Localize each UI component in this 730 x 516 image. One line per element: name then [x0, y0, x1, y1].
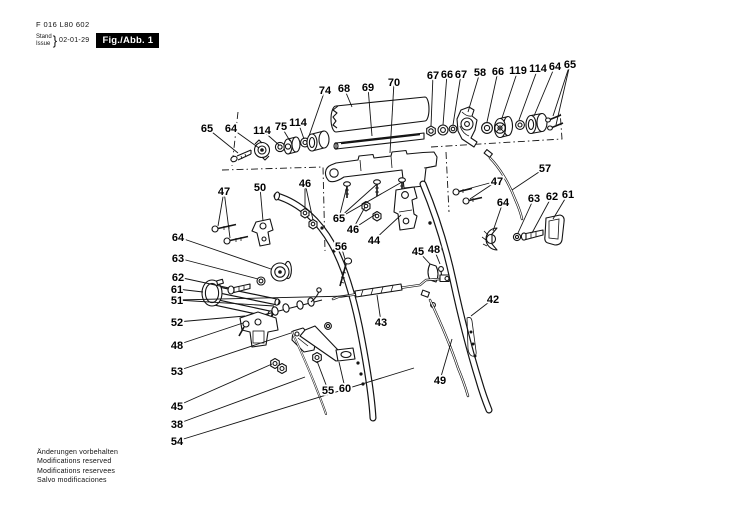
part-label-46: 46 [298, 178, 312, 190]
part-label-65: 65 [200, 123, 214, 135]
clamp-64-right [482, 228, 497, 250]
document-number: F 016 L80 602 [36, 20, 90, 29]
part-label-63: 63 [527, 193, 541, 205]
screws-47-left [212, 225, 248, 245]
part-label-62: 62 [171, 272, 185, 284]
footer-line-fr: Modifications reservees [37, 467, 116, 475]
stand-issue-label: Stand Issue [36, 34, 52, 47]
part-label-75: 75 [274, 121, 288, 133]
ratchet-housing-58 [457, 107, 477, 147]
part-label-63: 63 [171, 253, 185, 265]
leader-line [556, 64, 570, 125]
part-label-43: 43 [374, 317, 388, 329]
nuts-46-right [362, 202, 381, 222]
part-label-38: 38 [170, 419, 184, 431]
part-label-53: 53 [170, 366, 184, 378]
part-label-51: 51 [170, 295, 184, 307]
left-roller-assembly [230, 131, 329, 163]
figure-badge: Fig./Abb. 1 [96, 33, 159, 48]
washer-63-left [257, 277, 265, 285]
part-label-64: 64 [496, 197, 510, 209]
leader-line [502, 70, 518, 118]
part-label-119: 119 [509, 65, 527, 77]
leader-line [443, 74, 447, 125]
part-label-69: 69 [361, 82, 375, 94]
part-label-64: 64 [171, 232, 185, 244]
footer-line-en: Modifications reserved [37, 458, 112, 466]
drive-shaft-69 [334, 133, 424, 149]
part-label-48: 48 [427, 244, 441, 256]
part-label-65: 65 [563, 59, 577, 71]
part-label-74: 74 [318, 85, 332, 97]
part-label-49: 49 [433, 375, 447, 387]
washer-114-a [275, 142, 284, 151]
pulley-119 [495, 117, 513, 138]
nut-67-a [427, 126, 436, 136]
washer-114-c [516, 121, 525, 130]
part-label-50: 50 [253, 182, 267, 194]
part-label-57: 57 [538, 163, 552, 175]
part-label-45: 45 [170, 401, 184, 413]
washer-66-a [438, 125, 448, 135]
brace-glyph: } [52, 33, 58, 48]
footer-line-es: Salvo modificaciones [37, 477, 107, 485]
part-label-62: 62 [545, 191, 559, 203]
issue-date: 02-01-29 [59, 37, 90, 44]
part-label-66: 66 [491, 66, 505, 78]
part-label-68: 68 [337, 83, 351, 95]
leader-line [177, 364, 272, 406]
wheel-75 [284, 137, 300, 154]
fastener-row [427, 107, 563, 147]
leader-line [177, 323, 243, 345]
part-label-47: 47 [490, 176, 504, 188]
washer-66-b [482, 123, 493, 134]
leader-line [177, 377, 305, 424]
leader-line [177, 368, 414, 441]
part-label-114: 114 [529, 63, 547, 75]
cover-61-right [545, 215, 564, 245]
part-label-67: 67 [454, 69, 468, 81]
bolt-62-right [521, 230, 543, 240]
roller-64-left [271, 261, 291, 281]
part-label-47: 47 [217, 186, 231, 198]
leader-line [440, 339, 452, 380]
part-label-56: 56 [334, 241, 348, 253]
part-label-44: 44 [367, 235, 381, 247]
part-label-55: 55 [321, 385, 335, 397]
part-label-70: 70 [387, 77, 401, 89]
screw-65-b [374, 180, 381, 196]
pawl-hub-64 [255, 140, 270, 160]
bracket-44 [394, 187, 417, 230]
roller-64-right [526, 114, 547, 134]
leader-line [339, 182, 402, 218]
part-label-45: 45 [411, 246, 425, 258]
part-label-114: 114 [289, 117, 307, 129]
part-label-65: 65 [332, 213, 346, 225]
nuts-45-38 [271, 359, 287, 374]
part-label-61: 61 [561, 189, 575, 201]
leader-line [178, 258, 258, 279]
part-label-54: 54 [170, 436, 184, 448]
part-label-61: 61 [170, 284, 184, 296]
leader-line [431, 75, 433, 126]
screws-47-right [453, 189, 482, 205]
part-label-64: 64 [548, 61, 562, 73]
part-label-48: 48 [170, 340, 184, 352]
part-label-60: 60 [338, 383, 352, 395]
part-label-46: 46 [346, 224, 360, 236]
footer-line-de: Änderungen vorbehalten [37, 449, 119, 456]
leader-line [224, 191, 230, 238]
part-label-42: 42 [486, 294, 500, 306]
roller-drum-74 [307, 131, 329, 151]
part-label-58: 58 [473, 67, 487, 79]
part-label-114: 114 [253, 125, 271, 137]
part-label-52: 52 [170, 317, 184, 329]
leader-line [177, 316, 245, 322]
washer-67-b [449, 125, 457, 133]
leader-line [487, 71, 498, 122]
part-label-66: 66 [440, 69, 454, 81]
lever-bracket-52 [240, 312, 278, 347]
roller-cylinder-68 [331, 97, 429, 132]
part-label-67: 67 [426, 70, 440, 82]
part-label-64: 64 [224, 123, 238, 135]
bracket-50 [252, 219, 273, 246]
washer-63-right [513, 233, 520, 240]
